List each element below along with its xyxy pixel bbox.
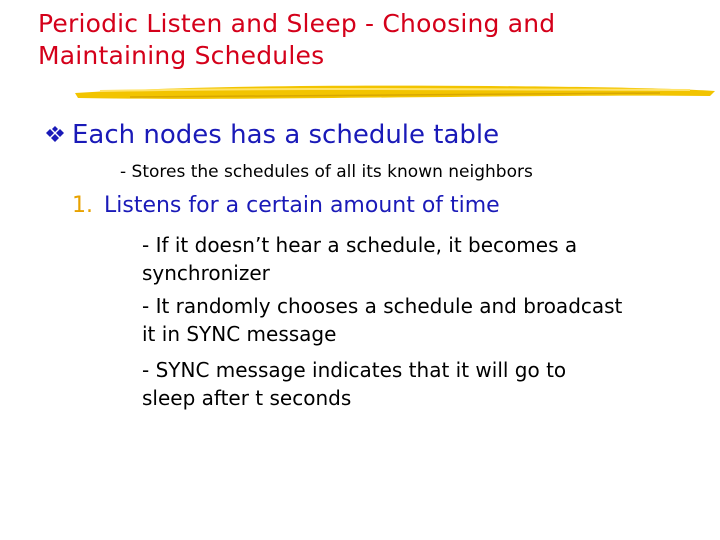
detail-item-1-line1: - If it doesn’t hear a schedule, it becomes a	[142, 233, 578, 257]
bullet-1	[44, 120, 499, 150]
slide-title-line1: Periodic Listen and Sleep - Choosing and	[38, 9, 556, 38]
detail-item-2-line1: - It randomly chooses a schedule and broadcast	[142, 294, 623, 318]
numbered-item-text: Listens for a certain amount of time	[104, 193, 500, 218]
slide-title	[38, 8, 698, 72]
bullet-1-text: Each nodes has a schedule table	[72, 120, 500, 150]
detail-item-1	[142, 231, 702, 287]
detail-item-3	[142, 356, 702, 412]
detail-item-2-line2: it in SYNC message	[142, 322, 337, 346]
yellow-brush-stroke-icon	[70, 78, 720, 104]
detail-item-2	[142, 292, 702, 348]
detail-item-3-line1: - SYNC message indicates that it will go to	[142, 358, 567, 382]
diamond-bullet-icon	[44, 125, 66, 147]
detail-item-1-line2: synchronizer	[142, 261, 270, 285]
detail-item-3-line2: sleep after t seconds	[142, 386, 352, 410]
numbered-item-1	[72, 193, 500, 218]
numbered-item-number: 1.	[72, 193, 93, 218]
bullet-1-subtext: - Stores the schedules of all its known neighbors	[120, 162, 533, 182]
slide-title-line2: Maintaining Schedules	[38, 41, 325, 70]
